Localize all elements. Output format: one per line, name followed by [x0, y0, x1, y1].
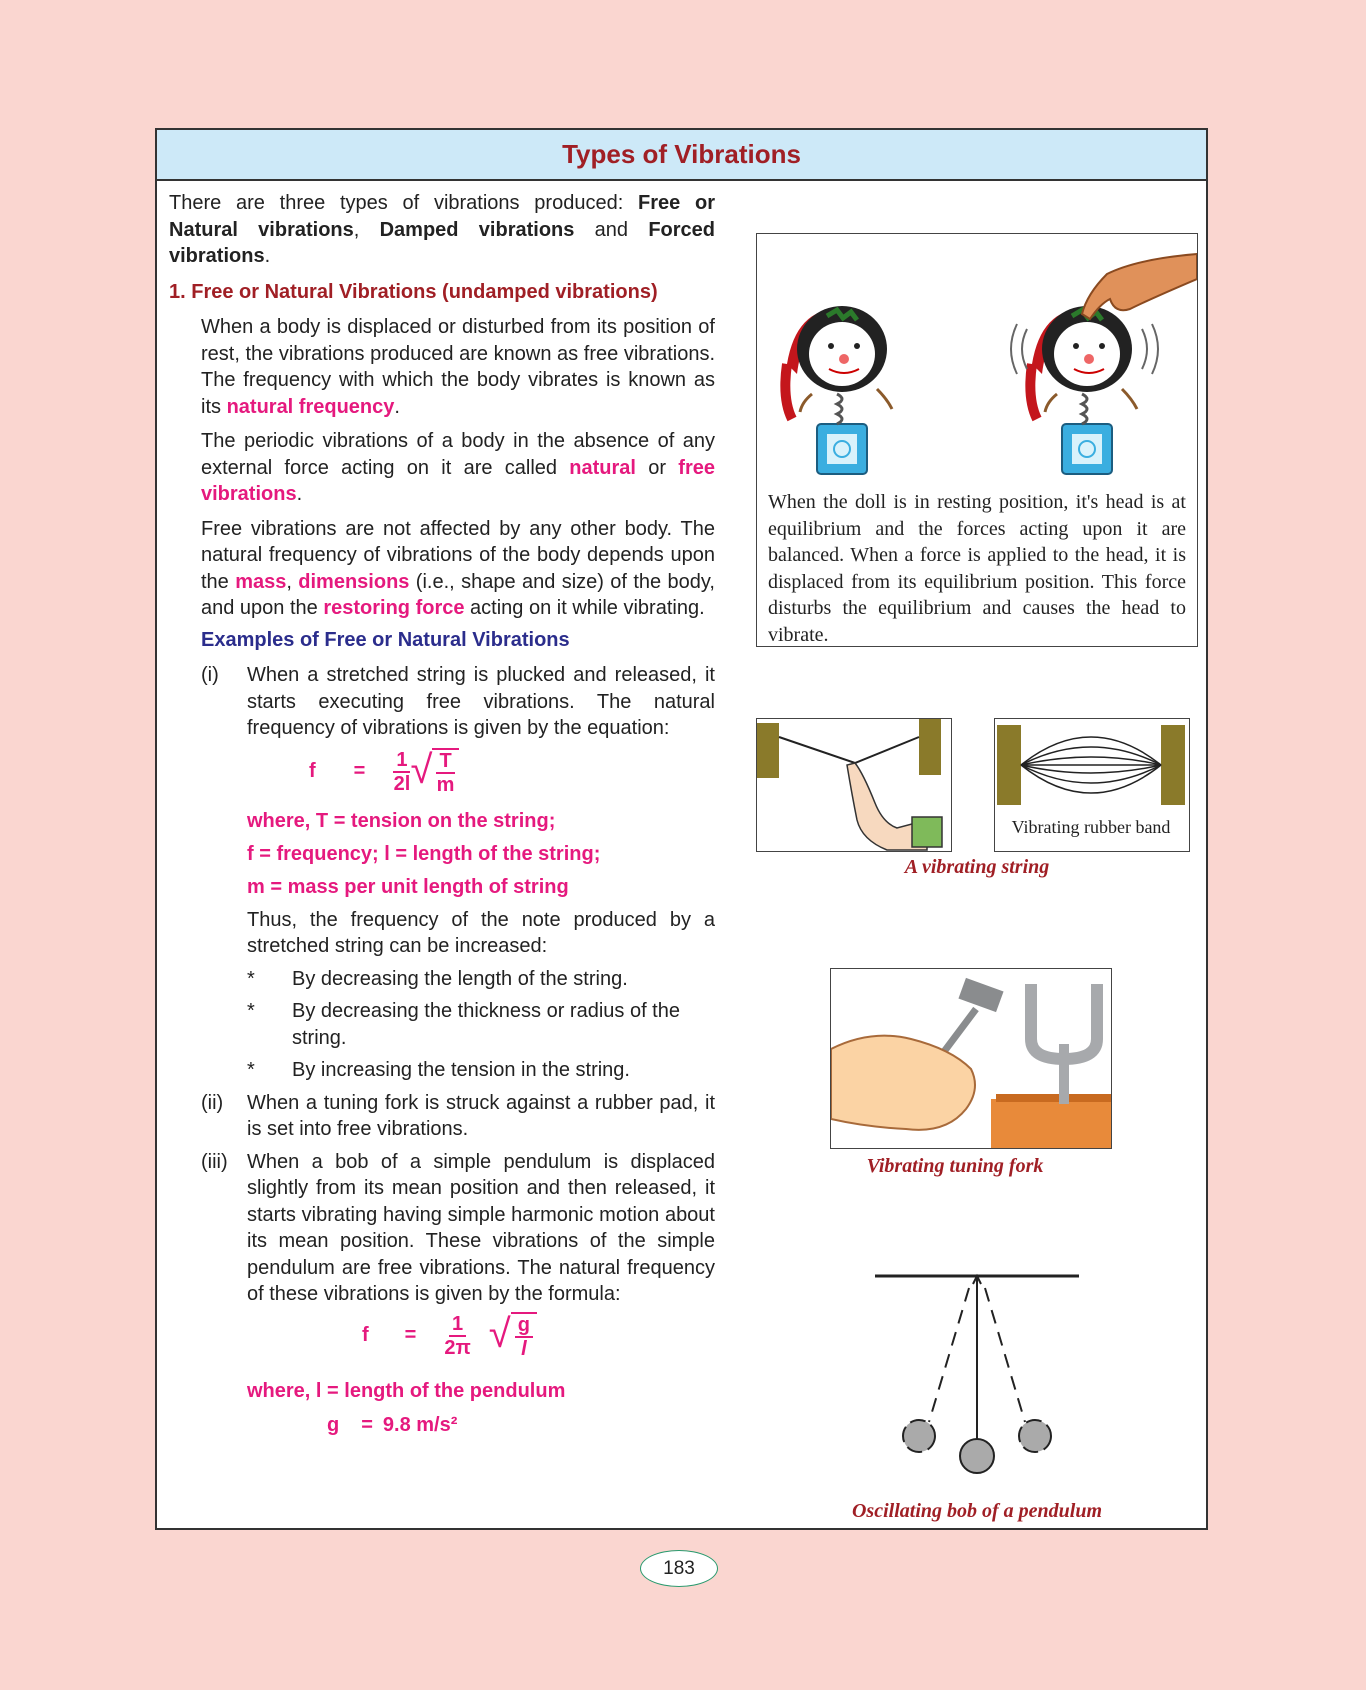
thus-paragraph: Thus, the frequency of the note produced by a stretched string can be increased:: [247, 908, 715, 957]
intro-paragraph: There are three types of vibrations produced: Free or Natural vibrations, Damped vibrations and Forced vibrations.: [169, 192, 715, 267]
page-number: 183: [640, 1550, 718, 1587]
formula-string-frequency: f = $\frac{1}{2l}$ √ $\frac{T}{m}$: [309, 746, 715, 798]
jack-in-box-doll-illustration: [757, 234, 1197, 484]
doll-caption: When the doll is in resting position, it's head is at equilibrium and the forces acting upon it are balanced. When a force is applied to the head, it is displaced from its equilibrium position. This force disturbs the equilibrium and causes the head to vibrate.: [768, 491, 1186, 646]
caption-tuning-fork: Vibrating tuning fork: [866, 1155, 1044, 1177]
example-item: (iii) When a bob of a simple pendulum is displaced slightly from its mean position and then released, it starts vibrating having simple harmonic motion about its mean position. These vibrations of the simple pendulum are free vibrations. The natural frequency of these vibrations is given by the formula:: [201, 1150, 715, 1305]
pendulum-bob: [960, 1439, 994, 1473]
tuning-fork-figure: [830, 968, 1112, 1149]
page-title: Types of Vibrations: [562, 139, 801, 169]
plucked-string-illustration: [757, 719, 951, 851]
caption-vibrating-string: A vibrating string: [904, 856, 1050, 878]
plucked-string-figure: [756, 718, 952, 852]
examples-heading: Examples of Free or Natural Vibrations: [201, 628, 570, 651]
section-heading: 1. Free or Natural Vibrations (undamped vibrations): [169, 280, 658, 303]
title-bar: [157, 130, 1206, 181]
example-item: (ii) When a tuning fork is struck against a rubber pad, it is set into free vibrations.: [201, 1091, 715, 1140]
vibrating-rubber-band-illustration: [995, 719, 1189, 819]
left-column: [169, 190, 715, 1439]
hand-icon: [831, 1036, 975, 1130]
rubber-band-label: Vibrating rubber band: [1011, 817, 1171, 837]
tuning-fork-illustration: [831, 969, 1111, 1148]
paragraph-periodic-vibrations: The periodic vibrations of a body in the absence of any external force acting on it are called natural or free vibrations.: [201, 430, 715, 505]
doll-right: [1011, 306, 1158, 474]
pendulum-illustration: [857, 1270, 1097, 1480]
list-item: * By decreasing the length of the string.: [247, 967, 628, 990]
page-frame: [155, 128, 1208, 1530]
paragraph-free-vibrations: When a body is displaced or disturbed from its position of rest, the vibrations produced are known as free vibrations. The frequency with which the body vibrates is known as its natural frequency.: [201, 316, 715, 418]
list-item: * By increasing the tension in the string.: [247, 1059, 630, 1081]
paragraph-natural-frequency: Free vibrations are not affected by any other body. The natural frequency of vibrations of the body depends upon the mass, dimensions (i.e., shape and size) of the body, and upon the restoring force acting on it while vibrating.: [201, 517, 715, 619]
formula-pendulum-frequency: f = $\frac{1}{2\pi}$ √ $\frac{g}{l}$: [362, 1308, 715, 1364]
doll-left: [785, 306, 892, 474]
list-item: * By decreasing the thickness or radius of the string.: [247, 1000, 680, 1049]
rubber-band-figure: [994, 718, 1190, 852]
example-item: (i) When a stretched string is plucked and released, it starts executing free vibrations. The natural frequency of vibrations is given by the equation:: [201, 664, 715, 739]
pendulum-variables: where, l = length of the pendulum g = 9.8 m/s²: [247, 1379, 566, 1436]
string-variables: where, T = tension on the string; f = frequency; l = length of the string; m = mass per unit length of string: [247, 809, 601, 898]
caption-pendulum: Oscillating bob of a pendulum: [851, 1500, 1103, 1522]
doll-figure: [756, 233, 1198, 647]
